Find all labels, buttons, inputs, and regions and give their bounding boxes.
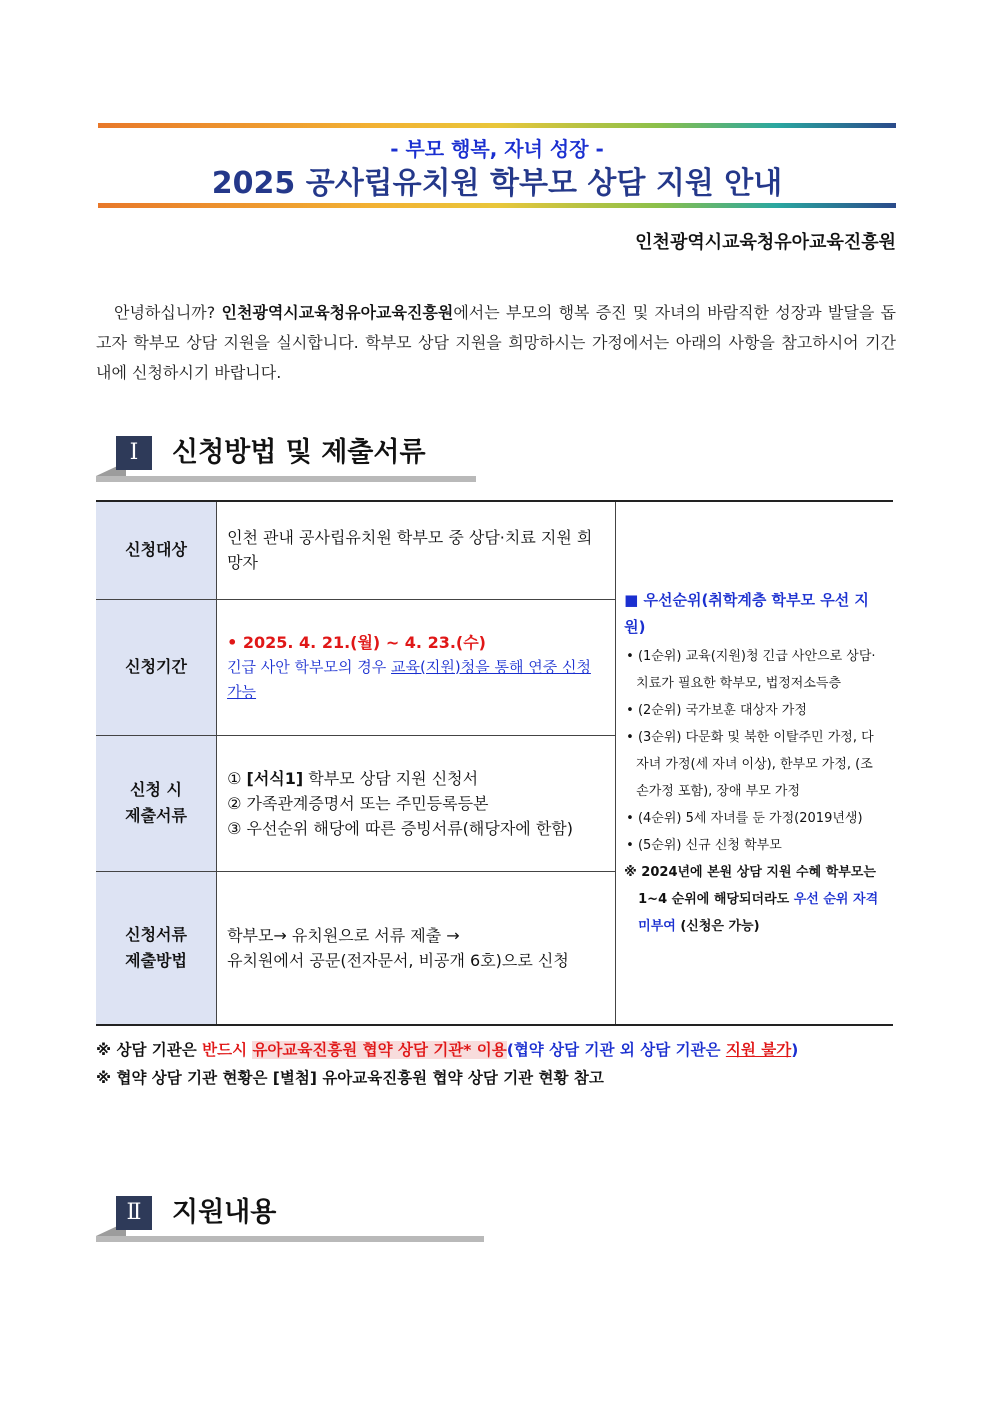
docs-header-line-1: 신청 시 [130,780,182,799]
target-header: 신청대상 [96,501,217,599]
period-note-link: 교육(지원)청을 통해 연중 신청 가능 [227,657,591,701]
priority-item-3: • (3순위) 다문화 및 북한 이탈주민 가정, 다자녀 가정(세 자녀 이상), 한부모 가정, (조손가정 포함), 장애 부모 가정 [626,729,874,799]
priority-note-blue: 우선 순위 자격 미부여 [638,891,879,934]
footnote-1 [96,1036,896,1064]
method-header-line-2: 제출방법 [125,950,187,970]
intro-org: 인천광역시교육청유아교육진흥원 [221,303,454,322]
footnote-1-highlight: 유아교육진흥원 협약 상담 기관* 이용 [252,1041,507,1059]
section-1-heading [96,432,476,482]
docs-header-line-2: 제출서류 [125,806,187,825]
method-line-1: 학부모→ 유치원으로 서류 제출 → [227,925,460,945]
section-1-underline [96,476,476,482]
section-2-number: Ⅱ [116,1196,152,1230]
section-2-heading [96,1192,484,1242]
method-cell [217,871,616,1025]
period-header: 신청기간 [96,599,217,735]
period-note [227,655,605,705]
application-table [96,500,893,1026]
footnote-1-red: 반드시 [202,1041,253,1059]
docs-item-1-num: ① [227,768,242,788]
section-2-title: 지원내용 [172,1197,277,1228]
table-row-target [96,501,893,599]
priority-item-4: • (4순위) 5세 자녀를 둔 가정(2019년생) [626,810,863,826]
title-bottom-rule [98,203,896,208]
period-cell [217,599,616,735]
footnote-1-not-supported: 지원 불가 [725,1041,792,1059]
period-date: • 2025. 4. 21.(월) ~ 4. 23.(수) [227,632,486,652]
title-top-rule [98,123,896,128]
priority-note-tail: (신청은 가능) [675,918,760,934]
priority-note [624,859,885,940]
priority-item-5: • (5순위) 신규 신청 학부모 [626,837,782,853]
docs-header [96,735,217,871]
priority-heading: ■ 우선순위(취학계층 학부모 우선 지원) [624,590,869,636]
intro-paragraph [96,298,896,388]
footnote-1-end: ) [791,1041,799,1059]
section-2-underline [96,1236,484,1242]
intro-lead: 안녕하십니까? [114,303,222,322]
docs-cell [217,735,616,871]
document-subtitle: - 부모 행복, 자녀 성장 - [390,137,604,161]
docs-item-1-form: [서식1] [246,768,304,788]
priority-item-2: • (2순위) 국가보훈 대상자 가정 [626,702,807,718]
priority-note-lead: ※ 2024년에 본원 상담 지원 수혜 학부모는 1~4 순위에 해당되더라도 [624,864,876,907]
method-header [96,871,217,1025]
docs-item-2: ② 가족관계증명서 또는 주민등록등본 [227,793,489,813]
intro-rest: 에서는 부모의 행복 증진 및 자녀의 바람직한 성장과 발달을 돕고자 학부모 상담 지원을 실시합니다. 학부모 상담 지원을 희망하시는 가정에서는 아래의 사항을 참고하시어 기간 내에 신청하시기 바랍니다. [96,303,896,382]
issuing-organization: 인천광역시교육청유아교육진흥원 [635,232,896,253]
docs-item-1 [227,766,605,791]
target-text: 인천 관내 공사립유치원 학부모 중 상담·치료 지원 희망자 [217,501,616,599]
document-title: 2025 공사립유치원 학부모 상담 지원 안내 [211,166,783,201]
section-1-title: 신청방법 및 제출서류 [172,437,426,468]
footnote-1-lead: ※ 상담 기관은 [96,1041,203,1059]
period-note-lead: 긴급 사안 학부모의 경우 [227,657,392,676]
section-1-number: Ⅰ [116,436,152,470]
method-header-line-1: 신청서류 [125,924,187,944]
footnote-2: ※ 협약 상담 기관 현황은 [별첨] 유아교육진흥원 협약 상담 기관 현황 참고 [96,1069,604,1087]
method-line-2: 유치원에서 공문(전자문서, 비공개 6호)으로 신청 [227,950,569,970]
priority-panel [616,501,893,1025]
priority-item-1: • (1순위) 교육(지원)청 긴급 사안으로 상담·치료가 필요한 학부모, 법정저소득층 [626,648,876,691]
footnote-1-blue: (협약 상담 기관 외 상담 기관은 [506,1041,726,1059]
docs-item-1-text: 학부모 상담 지원 신청서 [303,768,479,788]
table-footnotes [96,1036,896,1092]
docs-item-3: ③ 우선순위 해당에 따른 증빙서류(해당자에 한함) [227,818,573,838]
